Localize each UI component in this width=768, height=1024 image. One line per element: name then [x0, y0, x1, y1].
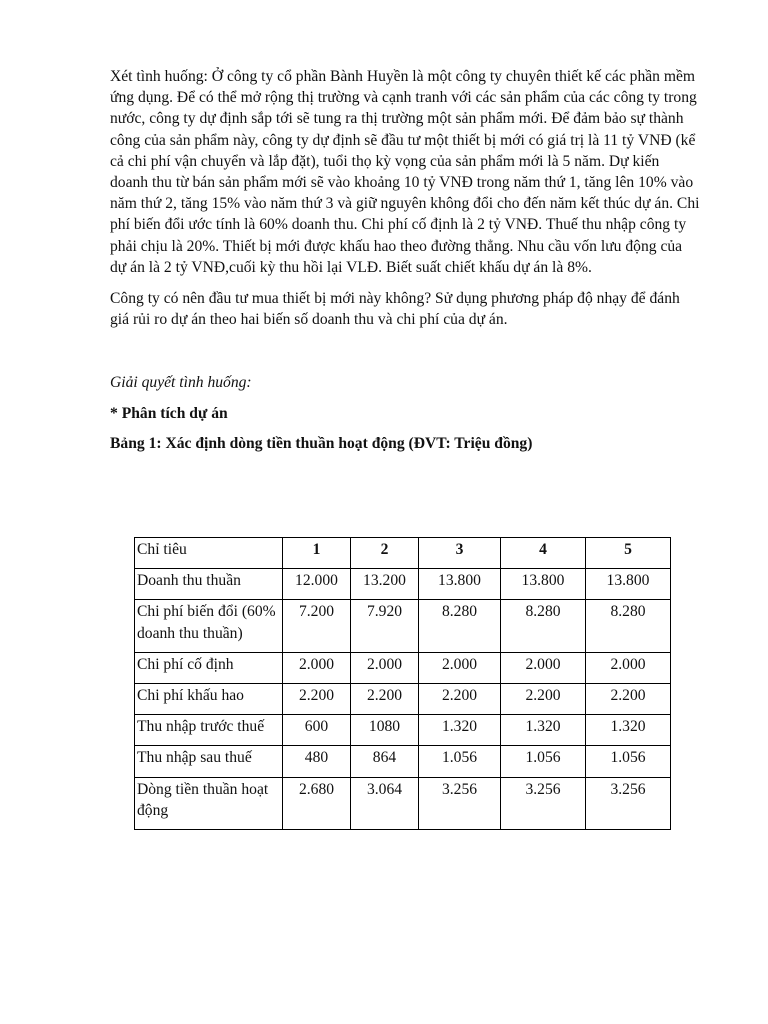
solution-heading: Giải quyết tình huống: [110, 374, 252, 392]
table-cell: 480 [283, 746, 351, 777]
table-cell: 8.280 [501, 600, 586, 652]
header-cell-year-4: 4 [501, 538, 586, 569]
row-label: Thu nhập trước thuế [135, 715, 283, 746]
table-cell: 1.056 [419, 746, 501, 777]
table-cell: 13.800 [586, 569, 671, 600]
table-row [135, 684, 671, 715]
row-label: Doanh thu thuần [135, 569, 283, 600]
header-cell-year-2: 2 [351, 538, 419, 569]
table-row [135, 715, 671, 746]
row-label: Chi phí biến đổi (60% doanh thu thuần) [135, 600, 283, 652]
table-cell: 7.920 [351, 600, 419, 652]
document-page [110, 66, 700, 463]
table-cell: 2.200 [351, 684, 419, 715]
table-cell: 1.320 [501, 715, 586, 746]
table-cell: 3.256 [501, 777, 586, 829]
table-cell: 8.280 [419, 600, 501, 652]
header-cell-year-3: 3 [419, 538, 501, 569]
table-cell: 2.200 [586, 684, 671, 715]
row-label: Chi phí cố định [135, 652, 283, 683]
table-cell: 2.000 [501, 652, 586, 683]
row-label: Thu nhập sau thuế [135, 746, 283, 777]
cash-flow-table [134, 537, 671, 830]
table-cell: 864 [351, 746, 419, 777]
table-cell: 1080 [351, 715, 419, 746]
table-row [135, 652, 671, 683]
table-cell: 12.000 [283, 569, 351, 600]
header-cell-year-5: 5 [586, 538, 671, 569]
table-row [135, 569, 671, 600]
table-row [135, 777, 671, 829]
table-cell: 13.200 [351, 569, 419, 600]
section-heading: * Phân tích dự án [110, 404, 228, 422]
table-row [135, 600, 671, 652]
table-cell: 2.200 [501, 684, 586, 715]
table-cell: 13.800 [419, 569, 501, 600]
table-cell: 3.256 [586, 777, 671, 829]
table-cell: 1.056 [586, 746, 671, 777]
table-cell: 1.320 [586, 715, 671, 746]
table-cell: 1.056 [501, 746, 586, 777]
table-cell: 7.200 [283, 600, 351, 652]
table-cell: 2.200 [283, 684, 351, 715]
header-cell-label: Chỉ tiêu [135, 538, 283, 569]
table-cell: 2.680 [283, 777, 351, 829]
row-label: Dòng tiền thuần hoạt động [135, 777, 283, 829]
table-cell: 13.800 [501, 569, 586, 600]
table-cell: 2.000 [283, 652, 351, 683]
intro-paragraph: Xét tình huống: Ở công ty cổ phần Bành Huyền là một công ty chuyên thiết kế các phần mềm ứng dụng. Để có thể mở rộng thị trường và cạnh tranh với các sản phẩm của các công ty trong nước, công ty dự định sắp tới sẽ tung ra thị trường một sản phẩm mới. Để đảm bảo sự thành công của sản phẩm này, công ty dự định sẽ đầu tư một thiết bị mới có giá trị là 11 tỷ VNĐ (kể cả chi phí vận chuyển và lắp đặt), tuổi thọ kỳ vọng của sản phẩm mới là 5 năm. Dự kiến doanh thu từ bán sản phẩm mới sẽ vào khoảng 10 tỷ VNĐ trong năm thứ 1, tăng lên 10% vào năm thứ 2, tăng 15% vào năm thứ 3 và giữ nguyên không đổi cho đến năm kết thúc dự án. Chi phí biến đổi ước tính là 60% doanh thu. Chi phí cố định là 2 tỷ VNĐ. Thuế thu nhập công ty phải chịu là 20%. Thiết bị mới được khấu hao theo đường thẳng. Nhu cầu vốn lưu động của dự án là 2 tỷ VNĐ,cuối kỳ thu hồi lại VLĐ. Biết suất chiết khấu dự án là 8%. [110, 68, 700, 276]
row-label: Chi phí khấu hao [135, 684, 283, 715]
table-header-row [135, 538, 671, 569]
spacer [110, 340, 700, 372]
table-cell: 2.000 [351, 652, 419, 683]
table-title: Bảng 1: Xác định dòng tiền thuần hoạt động (ĐVT: Triệu đồng) [110, 434, 533, 452]
header-cell-year-1: 1 [283, 538, 351, 569]
table-cell: 2.200 [419, 684, 501, 715]
table-cell: 3.256 [419, 777, 501, 829]
table-cell: 2.000 [419, 652, 501, 683]
table-cell: 600 [283, 715, 351, 746]
table-cell: 8.280 [586, 600, 671, 652]
table-cell: 3.064 [351, 777, 419, 829]
table-cell: 2.000 [586, 652, 671, 683]
table-cell: 1.320 [419, 715, 501, 746]
table-row [135, 746, 671, 777]
question-paragraph: Công ty có nên đầu tư mua thiết bị mới này không? Sử dụng phương pháp độ nhạy để đánh giá rủi ro dự án theo hai biến số doanh thu và chi phí của dự án. [110, 290, 680, 329]
